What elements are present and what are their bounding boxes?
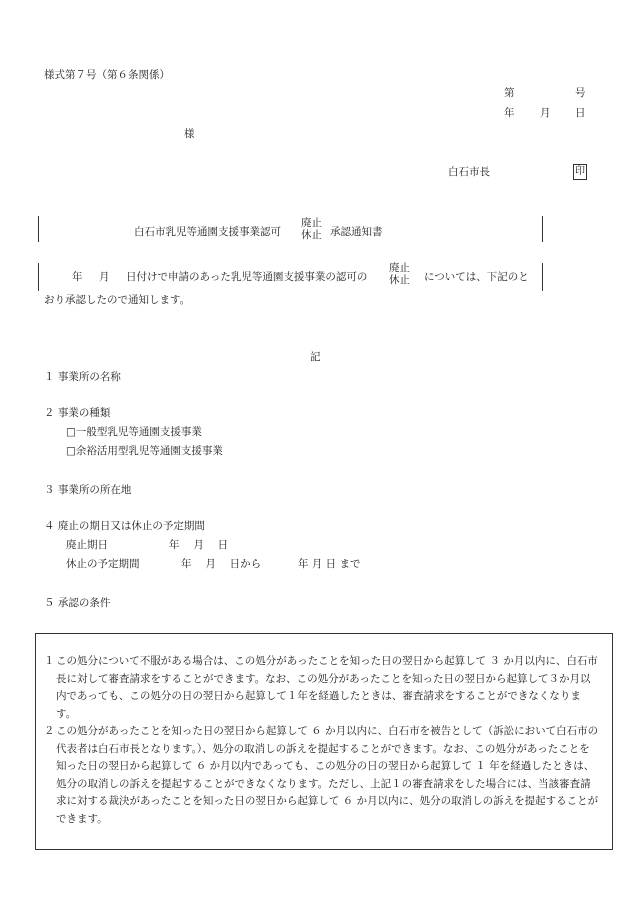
- suspension-label: 休止の予定期間: [66, 558, 140, 570]
- number-suffix: 号: [575, 87, 586, 99]
- intro-month: 月: [99, 271, 110, 283]
- item-facility-address: ３ 事業所の所在地: [44, 484, 132, 496]
- title-prefix: 白石市乳児等通園支援事業認可: [134, 226, 281, 238]
- title-suffix: 承認通知書: [330, 226, 383, 238]
- intro-line1-end: については、下記のと: [424, 271, 529, 283]
- intro-option-stack: [389, 263, 410, 286]
- business-type-surplus: □余裕活用型乳児等通園支援事業: [66, 445, 223, 457]
- item-business-type: ２ 事業の種類: [44, 407, 111, 419]
- intro-left-bar: [38, 263, 39, 291]
- intro-line2: おり承認したので通知します。: [44, 294, 191, 306]
- appeal-notice-box: [35, 633, 613, 850]
- notice-item-1-text: この処分について不服がある場合は、この処分があったことを知った日の翌日から起算して ３ か月以内に、白石市長に対して審査請求をすることができます。なお、この処分があったことを知った日の翌日から起算して３か月以内であっても、この処分の日の翌日から起算して１年を経過したときは、審査請求をすることができなくなります。: [56, 655, 598, 720]
- notice-item-1-number: １: [44, 655, 55, 667]
- intro-option-suspension: 休止: [389, 273, 410, 286]
- form-label: 様式第７号（第６条関係）: [44, 69, 170, 81]
- item-facility-name: １ 事業所の名称: [44, 371, 121, 383]
- abolition-label: 廃止期日: [66, 539, 108, 551]
- title-option-abolition: 廃止: [301, 217, 322, 229]
- notice-item-1: [44, 653, 600, 723]
- intro-year: 年: [72, 271, 83, 283]
- title-option-suspension: 休止: [301, 228, 322, 241]
- suspension-from: 年 月 日から: [181, 558, 262, 570]
- title-option-stack: [301, 218, 322, 241]
- notice-item-2-number: ２: [44, 725, 55, 737]
- number-prefix: 第: [504, 87, 515, 99]
- date-month: 月: [540, 107, 551, 119]
- intro-option-abolition: 廃止: [389, 262, 410, 274]
- notice-item-2-text: この処分があったことを知った日の翌日から起算して ６ か月以内に、白石市を被告として（訴訟において白石市の代表者は白石市長となります。）、処分の取消しの訴えを提起することができます。なお、この処分があったことを知った日の翌日から起算して ６ か月以内であっても、この処分の日の翌日から起算して １ 年を経過したときは、処分の取消しの訴えを提起することができなくなります。ただし、上記１の審査請求をした場合には、当該審査請求に対する裁決があったことを知った日の翌日から起算して ６ か月以内に、処分の取消しの訴えを提起することができます。: [56, 725, 599, 825]
- addressee-honorific: 様: [184, 128, 195, 140]
- intro-line1-middle: 日付けで申請のあった乳児等通園支援事業の認可の: [126, 271, 368, 283]
- ki-heading: 記: [310, 351, 321, 363]
- seal-mark: 印: [573, 164, 587, 180]
- date-day: 日: [575, 107, 586, 119]
- date-year: 年: [504, 107, 515, 119]
- notice-item-2: [44, 723, 600, 828]
- item-period: ４ 廃止の期日又は休止の予定期間: [44, 520, 205, 532]
- title-right-bar: [542, 216, 543, 242]
- intro-right-bar: [542, 263, 543, 291]
- abolition-date: 年 月 日: [169, 539, 229, 551]
- issuer: 白石市長: [448, 166, 490, 178]
- title-left-bar: [38, 216, 39, 242]
- suspension-to: 年 月 日 まで: [298, 558, 361, 570]
- business-type-general: □一般型乳児等通園支援事業: [66, 426, 202, 438]
- item-conditions: ５ 承認の条件: [44, 597, 111, 609]
